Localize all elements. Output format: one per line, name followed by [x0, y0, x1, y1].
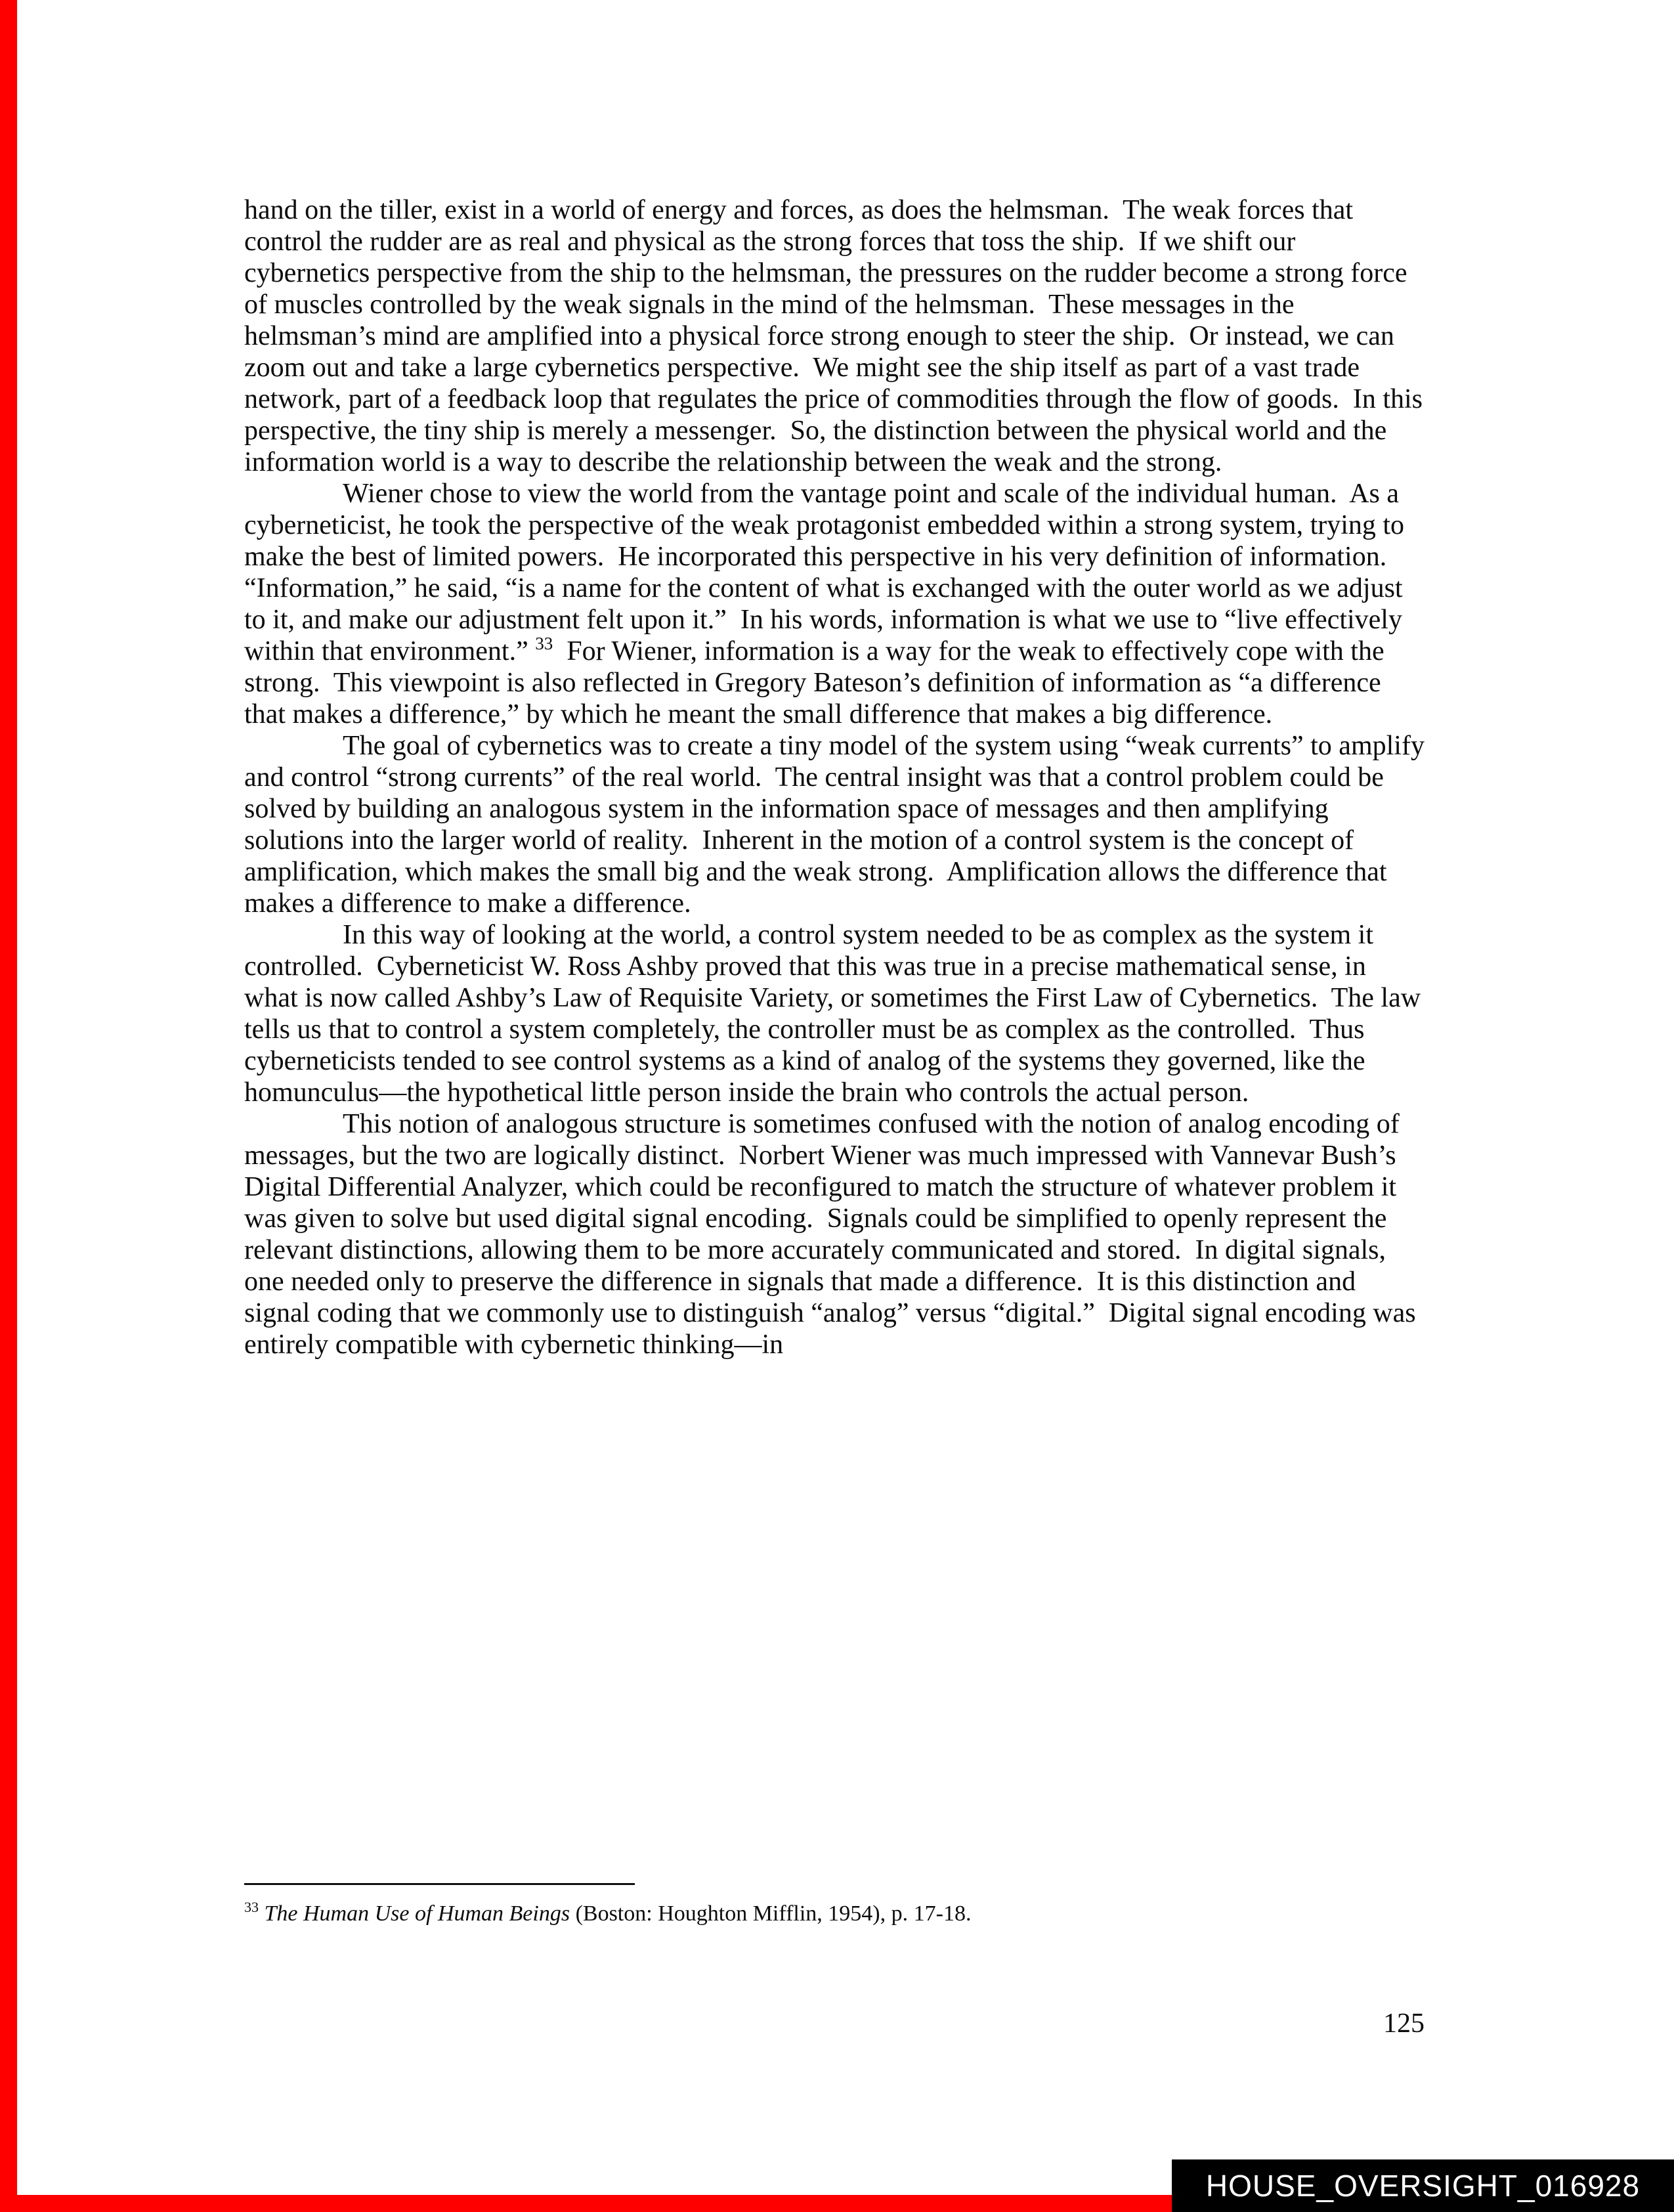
left-edge-red-mark — [0, 0, 17, 2212]
paragraph-4: In this way of looking at the world, a control system needed to be as complex as the system it controlled. Cyberneticist W. Ross Ashby proved that this was true in a precise mathematical sense, in what is now called Ashby’s Law of Requisite Variety, or sometimes the First Law of Cybernetics. The law tells us that to control a system completely, the controller must be as complex as the controlled. Thus cyberneticists tended to see control systems as a kind of analog of the systems they governed, like the homunculus—the hypothetical little person inside the brain who controls the actual person. — [244, 920, 1428, 1108]
footnote-marker: 33 — [244, 1899, 259, 1915]
footnote-33 — [244, 1899, 1425, 1928]
paragraph-5: This notion of analogous structure is sometimes confused with the notion of analog encoding of messages, but the two are logically distinct. Norbert Wiener was much impressed with Vannevar Bush’s Digital Differential Analyzer, which could be reconfigured to match the structure of whatever problem it was given to solve but used digital signal encoding. Signals could be simplified to openly represent the relevant distinctions, allowing them to be more accurately communicated and stored. In digital signals, one needed only to preserve the difference in signals that made a difference. It is this distinction and signal coding that we commonly use to distinguish “analog” versus “digital.” Digital signal encoding was entirely compatible with cybernetic thinking—in — [244, 1109, 1423, 1360]
paragraph-2-text-continued: For Wiener, information is a way for the weak to effectively cope with the strong. This viewpoint is also reflected in Gregory Bateson’s definition of information as “a difference that makes a difference,” by which he meant the small difference that makes a big difference. — [244, 636, 1392, 729]
paragraph-2 — [244, 478, 1425, 730]
footnote-citation-rest: (Boston: Houghton Mifflin, 1954), p. 17-18. — [570, 1901, 972, 1926]
paragraph-2-text: Wiener chose to view the world from the vantage point and scale of the individual human. As a cyberneticist, he took the perspective of the weak protagonist embedded within a strong system, trying to make the best of limited powers. He incorporated this perspective in his very definition of information. “Information,” he said, “is a name for the content of what is exchanged with the outer world as we adjust to it, and make our adjustment felt upon it.” In his words, information is what we use to “live effectively within that environment.” — [244, 479, 1411, 666]
bates-stamp: HOUSE_OVERSIGHT_016928 — [1172, 2159, 1674, 2212]
footnote-separator-rule — [244, 1883, 635, 1885]
paragraph-1: hand on the tiller, exist in a world of energy and forces, as does the helmsman. The weak forces that control the rudder are as real and physical as the strong forces that toss the ship. If we shift our cybernetics perspective from the ship to the helmsman, the pressures on the rudder become a strong force of muscles controlled by the weak signals in the mind of the helmsman. These messages in the helmsman’s mind are amplified into a physical force strong enough to steer the ship. Or instead, we can zoom out and take a large cybernetics perspective. We might see the ship itself as part of a vast trade network, part of a feedback loop that regulates the price of commodities through the flow of goods. In this perspective, the tiny ship is merely a messenger. So, the distinction between the physical world and the information world is a way to describe the relationship between the weak and the strong. — [244, 195, 1430, 477]
page-number: 125 — [1383, 2008, 1425, 2039]
footnote-book-title: The Human Use of Human Beings — [264, 1901, 570, 1926]
footnote-reference-33: 33 — [535, 634, 553, 653]
paragraph-3: The goal of cybernetics was to create a tiny model of the system using “weak currents” to amplify and control “strong currents” of the real world. The central insight was that a control problem could be solved by building an analogous system in the information space of messages and then amplifying solutions into the larger world of reality. Inherent in the motion of a control system is the concept of amplification, which makes the small big and the weak strong. Amplification allows the difference that makes a difference to make a difference. — [244, 731, 1432, 919]
footnote-section — [244, 1883, 1425, 1928]
body-text — [244, 194, 1432, 1360]
